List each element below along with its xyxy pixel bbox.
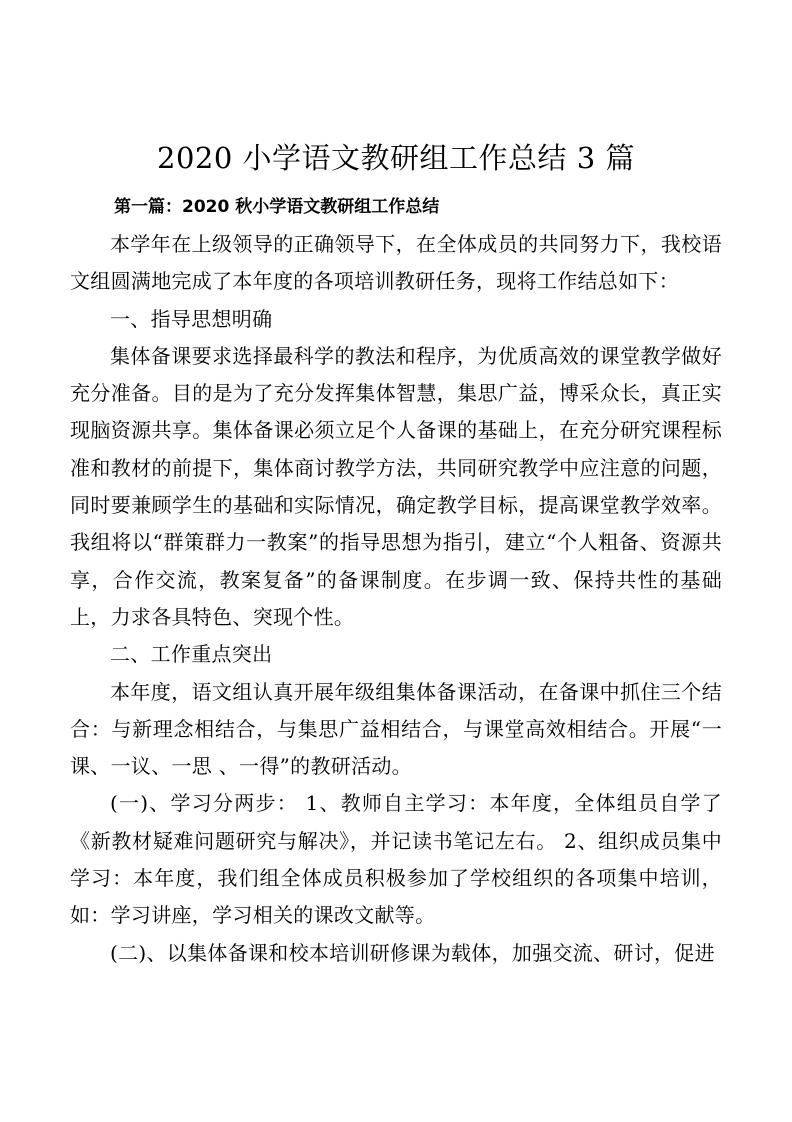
document-body <box>70 226 722 972</box>
paragraph-annual-activities: 本年度，语文组认真开展年级组集体备课活动，在备课中抓住三个结合：与新理念相结合，与集思广益相结合，与课堂高效相结合。开展“一课、一议、一思 、一得”的教研活动。 <box>70 679 722 779</box>
paragraph-collective-prep-carrier: (二)、以集体备课和校本培训研修课为载体，加强交流、研讨，促进 <box>110 940 715 965</box>
paragraph-collective-lesson-prep: 集体备课要求选择最科学的教法和程序，为优质高效的课堂教学做好充分准备。目的是为了充分发挥集体智慧，集思广益，博采众长，真正实现脑资源共享。集体备课必须立足个人备课的基础上，在充分研究课程标准和教材的前提下，集体商讨教学方法，共同研究教学中应注意的问题，同时要兼顾学生的基础和实际情况，确定教学目标，提高课堂教学效率。我组将以“群策群力一教案”的指导思想为指引，建立“个人粗备、资源共享，合作交流，教案复备”的备课制度。在步调一致、保持共性的基础上，力求各具特色、突现个性。 <box>70 343 722 629</box>
subheading-work-focus: 二、工作重点突出 <box>110 642 273 667</box>
paragraph-intro: 本学年在上级领导的正确领导下，在全体成员的共同努力下，我校语文组圆满地完成了本年度的各项培训教研任务，现将工作结总如下： <box>70 232 722 294</box>
paragraph-study-steps: (一)、学习分两步： 1、教师自主学习：本年度，全体组员自学了《新教材疑难问题研究与解决》，并记读书笔记左右。 2、组织成员集中学习：本年度，我们组全体成员积极参加了学校组织的各项集中培训，如：学习讲座，学习相关的课改文献等。 <box>70 791 722 928</box>
part-heading: 第一篇：2020 秋小学语文教研组工作总结 <box>114 197 440 217</box>
document-title: 2020 小学语文教研组工作总结 3 篇 <box>157 141 635 175</box>
subheading-guiding-ideology: 一、指导思想明确 <box>110 306 273 331</box>
